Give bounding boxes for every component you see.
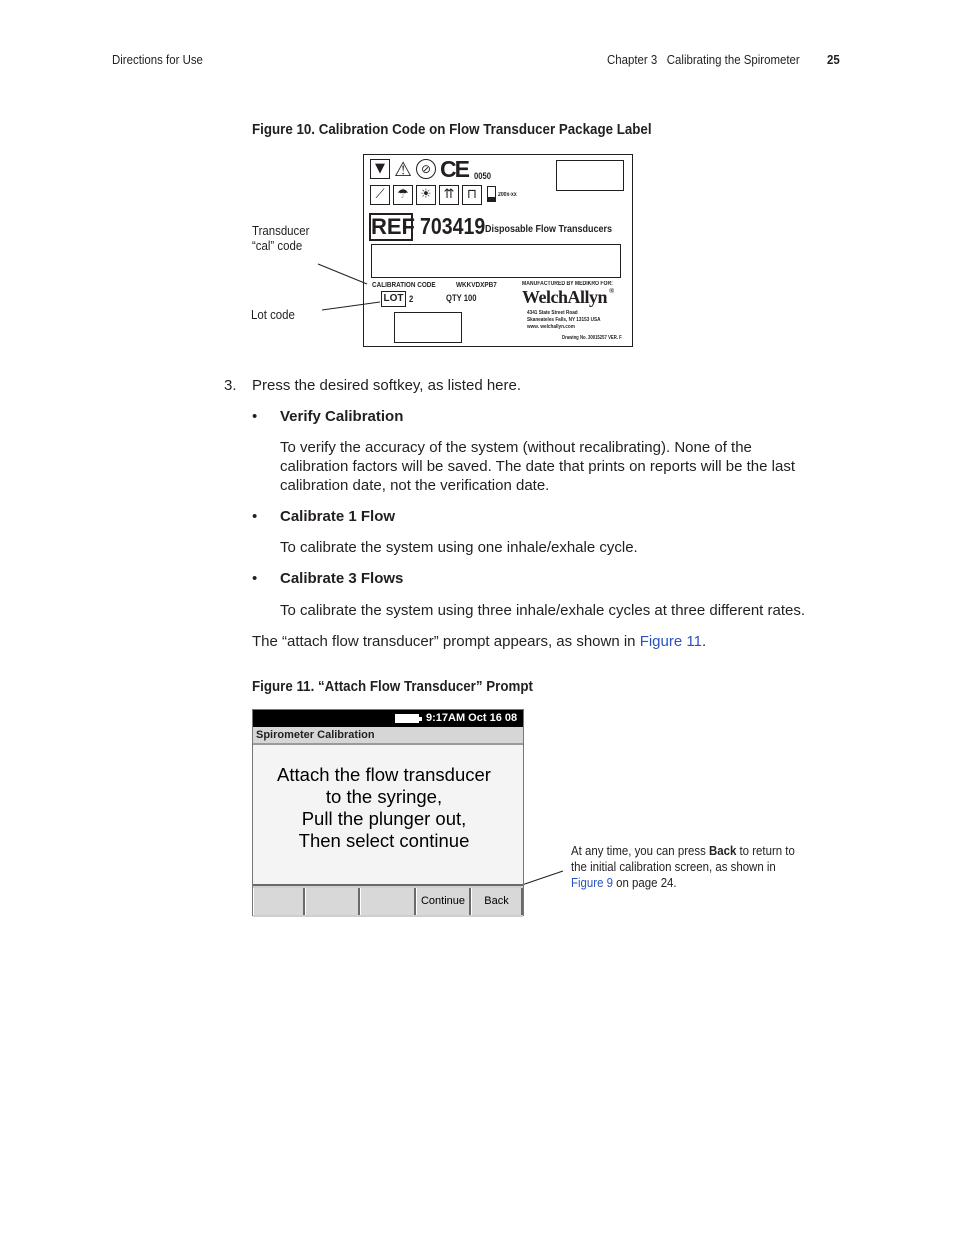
ce-mark-icon: CE: [440, 156, 468, 182]
cal-code-leader-line: [318, 264, 367, 284]
back-note-line-1: [571, 843, 795, 859]
keep-dry-icon: ☂: [393, 185, 413, 205]
back-note-text: to return to: [736, 843, 795, 858]
option-calibrate-1-description: To calibrate the system using one inhale/exhale cycle.: [280, 539, 638, 556]
prompt-line: Pull the plunger out,: [301, 808, 467, 829]
option-calibrate-1-title: Calibrate 1 Flow: [280, 508, 396, 525]
callout-cal-line-1: Transducer: [252, 223, 310, 238]
step-text: Press the desired softkey, as listed here.: [252, 377, 522, 394]
lot-box: LOT: [381, 291, 406, 307]
ce-number: 0050: [474, 171, 492, 181]
callout-cal-line-2: “cal” code: [252, 238, 303, 253]
softkey-1[interactable]: [253, 888, 305, 915]
device-screen: [252, 709, 524, 916]
back-note: [571, 843, 795, 891]
keep-from-sunlight-icon: ☀: [416, 185, 436, 205]
callout-lot-code: Lot code: [251, 307, 295, 322]
option-calibrate-3-description: To calibrate the system using three inhale/exhale cycles at three different rates.: [280, 602, 806, 619]
lot-code-leader-line: [322, 302, 380, 310]
address-line-2: Skaneateles Falls, NY 13153 USA: [527, 317, 601, 323]
running-header-left: Directions for Use: [112, 52, 203, 67]
calibration-code-value: WKKVDXPB7: [456, 280, 497, 289]
softkey-2[interactable]: [305, 888, 360, 915]
page-number: 25: [827, 52, 840, 67]
result-text: The “attach flow transducer” prompt appears, as shown in: [252, 633, 640, 650]
this-way-up-icon: ⇈: [439, 185, 459, 205]
figure-10-caption: Figure 10. Calibration Code on Flow Transducer Package Label: [252, 122, 652, 138]
prompt-line: to the syringe,: [325, 786, 443, 807]
address-line-1: 4341 State Street Road: [527, 310, 578, 316]
no-sterilize-icon: ⟋: [370, 185, 390, 205]
temperature-limit-icon: ⊓: [462, 185, 482, 205]
option-verify-description: [280, 438, 795, 495]
registered-mark: ®: [609, 287, 614, 295]
back-note-line-2: the initial calibration screen, as shown in: [571, 859, 776, 874]
ref-description: Disposable Flow Transducers: [485, 224, 613, 235]
manufacturer-text: MANUFACTURED BY MEDIKRO FOR:: [522, 281, 613, 287]
softkey-3[interactable]: [360, 888, 416, 915]
back-note-text: on page 24.: [612, 875, 677, 890]
prompt-line: Attach the flow transducer: [277, 764, 491, 785]
ref-box: REF: [371, 214, 415, 239]
back-softkey[interactable]: Back: [471, 888, 523, 915]
back-note-line-3: [571, 875, 795, 891]
bullet-calibrate-3: •: [252, 570, 258, 587]
brand-name: WelchAllyn: [522, 287, 608, 307]
quantity: QTY 100: [446, 293, 477, 303]
lot-value: 2: [409, 294, 414, 304]
step-number: 3.: [224, 377, 237, 394]
option-verify-title: Verify Calibration: [280, 408, 404, 425]
ref-number: 703419: [420, 213, 486, 239]
bullet-verify: •: [252, 408, 258, 425]
chapter-number: Chapter 3: [607, 52, 658, 67]
back-note-text: At any time, you can press: [571, 843, 709, 858]
result-period: .: [701, 633, 707, 650]
chapter-title: Calibrating the Spirometer: [666, 52, 800, 67]
status-bar: [253, 710, 523, 727]
figure-11-caption: Figure 11. “Attach Flow Transducer” Prompt: [252, 679, 533, 695]
option-verify-line: To verify the accuracy of the system (without recalibrating). None of the: [280, 439, 752, 456]
figure-9-link[interactable]: Figure 9: [571, 875, 613, 890]
result-sentence: [252, 632, 706, 651]
option-calibrate-3-title: Calibrate 3 Flows: [280, 570, 404, 587]
fragile-icon: ▼: [370, 159, 390, 179]
bullet-calibrate-1: •: [252, 508, 258, 525]
warning-icon: ⚠: [394, 157, 412, 181]
year-code: 200x-xx: [498, 192, 517, 198]
drawing-number: Drawing No. 30015257 VER. F: [562, 335, 622, 341]
back-note-keyword: Back: [708, 843, 737, 858]
option-verify-line: calibration factors will be saved. The date that prints on reports will be the last: [280, 458, 795, 475]
battery-icon: [395, 714, 419, 723]
softkey-bar: [253, 884, 523, 917]
screen-title: Spirometer Calibration: [253, 727, 523, 745]
prompt-line: Then select continue: [298, 830, 470, 851]
calibration-code-label: CALIBRATION CODE: [372, 280, 436, 289]
do-not-reuse-icon: ⊘: [416, 159, 436, 179]
continue-softkey[interactable]: Continue: [416, 888, 471, 915]
figure-11-link[interactable]: Figure 11: [639, 633, 702, 650]
status-time: 9:17AM Oct 16 08: [426, 712, 518, 724]
option-verify-line: calibration date, not the verification date.: [280, 477, 550, 494]
website: www. welchallyn.com: [527, 324, 575, 330]
screen-prompt: [253, 764, 515, 852]
